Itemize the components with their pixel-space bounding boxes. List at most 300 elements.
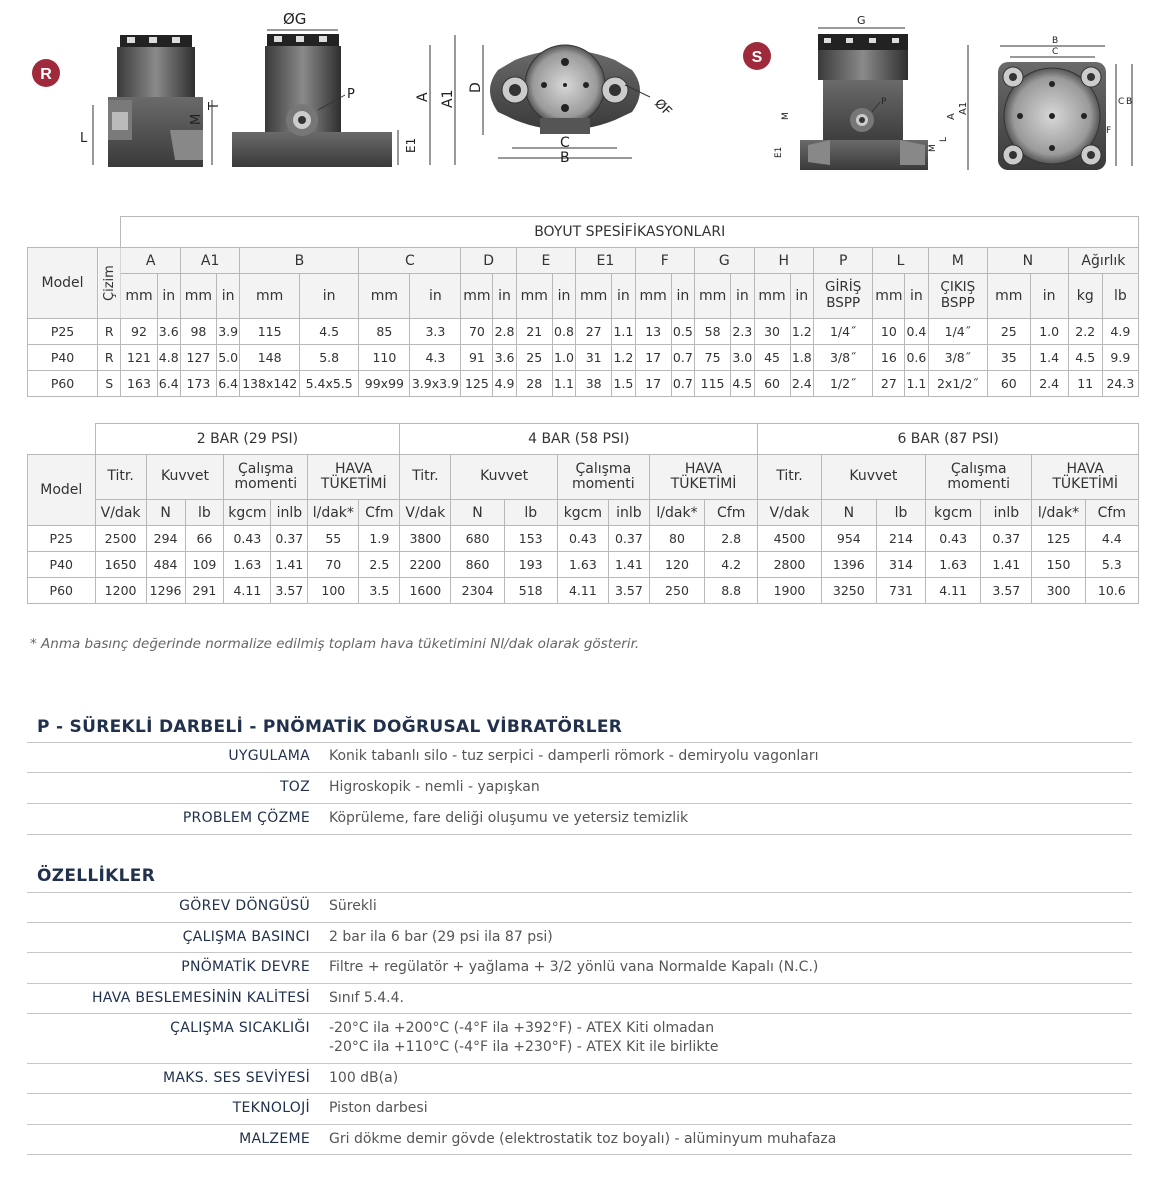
performance-unit-header: l/dak*	[649, 500, 704, 526]
performance-cell: 0.37	[608, 526, 649, 552]
performance-cell: 4.4	[1085, 526, 1138, 552]
performance-cell: 55	[308, 526, 359, 552]
performance-cell: 4.2	[705, 552, 758, 578]
performance-cell: 0.43	[926, 526, 981, 552]
dimension-cell: 3.0	[731, 345, 754, 371]
performance-cell: 1.63	[926, 552, 981, 578]
performance-cell: 250	[649, 578, 704, 604]
performance-unit-header: V/dak	[758, 500, 821, 526]
property-label: MAKS. SES SEVİYESİ	[163, 1069, 310, 1086]
dimension-unit-header: mm	[359, 274, 410, 319]
performance-cell: 70	[308, 552, 359, 578]
dimension-cell: 35	[988, 345, 1030, 371]
property-label: TOZ	[279, 779, 310, 795]
performance-cell: 3800	[400, 526, 451, 552]
dimension-header-row	[28, 248, 1139, 274]
dimension-cell: P40	[28, 345, 98, 371]
dimension-unit-header: in	[905, 274, 928, 319]
property-label: ÇALIŞMA SICAKLIĞI	[170, 1020, 310, 1036]
dimension-cell: 98	[180, 319, 216, 345]
property-value: Filtre + regülatör + yağlama + 3/2 yönlü vana Normalde Kapalı (N.C.)	[329, 959, 819, 975]
performance-cell: 4500	[758, 526, 821, 552]
svg-text:B: B	[1126, 97, 1133, 107]
dimension-cell: 2x1/2˝	[928, 371, 987, 397]
dimension-col-header: E	[516, 248, 575, 274]
dimension-cell: 6.4	[157, 371, 180, 397]
performance-cell: 4.11	[224, 578, 271, 604]
svg-text:G: G	[857, 14, 866, 27]
svg-text:L: L	[80, 131, 88, 146]
dimension-table	[27, 216, 1139, 397]
performance-cell: 1600	[400, 578, 451, 604]
dimension-unit-header: ÇIKIŞ BSPP	[928, 274, 987, 319]
performance-cell: 4.11	[557, 578, 608, 604]
svg-text:B: B	[560, 150, 570, 166]
performance-cell: 4.11	[926, 578, 981, 604]
blank-cell	[28, 424, 96, 455]
dimension-cell: 1.5	[612, 371, 635, 397]
performance-unit-header: kgcm	[926, 500, 981, 526]
svg-text:A1: A1	[440, 89, 456, 108]
dimension-cell: 4.5	[299, 319, 358, 345]
property-value: Konik tabanlı silo - tuz serpici - damperli römork - demiryolu vagonları	[329, 748, 819, 764]
performance-cell: 214	[876, 526, 925, 552]
performance-cell: 100	[308, 578, 359, 604]
drawing-r-top-view	[468, 45, 674, 166]
performance-cell: 0.37	[271, 526, 308, 552]
performance-unit-header: inlb	[608, 500, 649, 526]
performance-unit-header: inlb	[271, 500, 308, 526]
dimension-data-row	[28, 345, 1139, 371]
svg-text:C: C	[560, 135, 570, 151]
performance-cell: 3250	[821, 578, 876, 604]
performance-unit-header: V/dak	[95, 500, 146, 526]
dimension-unit-header: in	[790, 274, 813, 319]
performance-subheader: Çalışma momenti	[224, 455, 308, 500]
dimension-cell: 6.4	[216, 371, 239, 397]
dimension-cell: 25	[516, 345, 552, 371]
dimension-cell: 4.9	[493, 371, 516, 397]
property-row	[27, 1125, 1132, 1156]
dimension-data-row	[28, 319, 1139, 345]
dimension-cell: 1.8	[790, 345, 813, 371]
dimension-unit-header: mm	[461, 274, 493, 319]
dimension-cell: 1.0	[552, 345, 575, 371]
dimension-col-header: E1	[576, 248, 635, 274]
dimension-unit-header: in	[1030, 274, 1068, 319]
cizim-header: Çizim	[98, 248, 121, 319]
performance-cell: 1900	[758, 578, 821, 604]
dimension-unit-header: in	[552, 274, 575, 319]
svg-text:A: A	[415, 92, 431, 102]
performance-subheader: Titr.	[400, 455, 451, 500]
property-row	[27, 953, 1132, 984]
dimension-cell: 115	[695, 371, 731, 397]
section-title-features: ÖZELLİKLER	[37, 866, 156, 886]
dimension-cell: 3.9	[216, 319, 239, 345]
dimension-unit-header: mm	[576, 274, 612, 319]
dimension-cell: 3.6	[157, 319, 180, 345]
dimension-unit-header: GİRİŞ BSPP	[813, 274, 872, 319]
property-label: HAVA BESLEMESİNİN KALİTESİ	[91, 989, 310, 1006]
svg-text:R: R	[40, 66, 52, 83]
performance-cell: 2500	[95, 526, 146, 552]
dimension-unit-header: kg	[1068, 274, 1102, 319]
performance-cell: 2304	[451, 578, 504, 604]
svg-text:ØF: ØF	[651, 96, 675, 120]
performance-cell: 680	[451, 526, 504, 552]
property-value: 100 dB(a)	[329, 1069, 399, 1086]
dimension-col-header: N	[988, 248, 1069, 274]
performance-cell: 1.41	[981, 552, 1032, 578]
dimension-cell: 2.4	[790, 371, 813, 397]
dimension-cell: R	[98, 345, 121, 371]
svg-text:P: P	[881, 97, 887, 107]
performance-cell: 1200	[95, 578, 146, 604]
dimension-cell: 125	[461, 371, 493, 397]
dimension-cell: 17	[635, 371, 671, 397]
dimension-cell: 38	[576, 371, 612, 397]
dimension-unit-header: in	[157, 274, 180, 319]
technical-drawings	[0, 0, 1168, 205]
dimension-unit-header: mm	[516, 274, 552, 319]
dimension-units-row	[28, 274, 1139, 319]
dimension-cell: 60	[988, 371, 1030, 397]
performance-cell: 120	[649, 552, 704, 578]
performance-subheader: Kuvvet	[821, 455, 925, 500]
property-row	[27, 1014, 1132, 1064]
dimension-unit-header: in	[612, 274, 635, 319]
dimension-col-header: D	[461, 248, 516, 274]
performance-cell: 1.63	[557, 552, 608, 578]
dimension-unit-header: in	[410, 274, 461, 319]
property-value: Higroskopik - nemli - yapışkan	[329, 779, 540, 795]
dimension-cell: 24.3	[1102, 371, 1138, 397]
performance-unit-header: lb	[504, 500, 557, 526]
dimension-cell: 4.8	[157, 345, 180, 371]
dimension-col-header: H	[754, 248, 813, 274]
property-row	[27, 1064, 1132, 1095]
dimension-table-title: BOYUT SPESİFİKASYONLARI	[121, 217, 1139, 248]
dimension-cell: S	[98, 371, 121, 397]
dimension-cell: 121	[121, 345, 157, 371]
performance-cell: 300	[1032, 578, 1085, 604]
dimension-col-header: B	[240, 248, 359, 274]
dimension-cell: 28	[516, 371, 552, 397]
performance-cell: 1.63	[224, 552, 271, 578]
dimension-cell: 25	[988, 319, 1030, 345]
dimension-cell: 138x142	[240, 371, 300, 397]
performance-cell: 3.57	[271, 578, 308, 604]
dimension-cell: 70	[461, 319, 493, 345]
performance-subheader: Kuvvet	[146, 455, 224, 500]
dimension-cell: 27	[873, 371, 905, 397]
model-header: Model	[28, 455, 96, 526]
svg-text:L: L	[939, 136, 949, 142]
property-label: MALZEME	[239, 1130, 310, 1147]
dimension-cell: 1.4	[1030, 345, 1068, 371]
performance-cell: 153	[504, 526, 557, 552]
dimension-unit-header: mm	[240, 274, 300, 319]
performance-unit-header: inlb	[981, 500, 1032, 526]
property-value: 2 bar ila 6 bar (29 psi ila 87 psi)	[329, 928, 553, 945]
svg-text:F: F	[1106, 126, 1112, 136]
property-value-line2: -20°C ila +110°C (-4°F ila +230°F) - ATEX Kit ile birlikte	[329, 1039, 719, 1055]
performance-data-row	[28, 526, 1139, 552]
property-value: Köprüleme, fare deliği oluşumu ve yetersiz temizlik	[329, 810, 689, 826]
drawing-r-front-view	[232, 10, 456, 167]
dimension-unit-header: in	[216, 274, 239, 319]
property-value: -20°C ila +200°C (-4°F ila +392°F) - ATEX Kiti olmadan	[329, 1020, 715, 1036]
performance-unit-header: lb	[185, 500, 224, 526]
dimension-cell: P25	[28, 319, 98, 345]
performance-cell: 3.57	[981, 578, 1032, 604]
performance-unit-header: N	[821, 500, 876, 526]
dimension-cell: 1.2	[612, 345, 635, 371]
dimension-cell: 148	[240, 345, 300, 371]
performance-cell: 1.9	[359, 526, 400, 552]
performance-cell: 2.5	[359, 552, 400, 578]
property-label: PNÖMATİK DEVRE	[181, 959, 310, 975]
dimension-cell: 2.3	[731, 319, 754, 345]
dimension-unit-header: mm	[754, 274, 790, 319]
performance-cell: 10.6	[1085, 578, 1138, 604]
dimension-cell: 1/4˝	[928, 319, 987, 345]
dimension-cell: 0.6	[905, 345, 928, 371]
performance-subheader: Titr.	[95, 455, 146, 500]
dimension-cell: 75	[695, 345, 731, 371]
dimension-cell: 0.5	[671, 319, 694, 345]
dimension-cell: 4.3	[410, 345, 461, 371]
property-row	[27, 773, 1132, 804]
dimension-cell: 91	[461, 345, 493, 371]
performance-cell: 8.8	[705, 578, 758, 604]
dimension-cell: 2.8	[493, 319, 516, 345]
performance-unit-header: V/dak	[400, 500, 451, 526]
pressure-group-header: 4 BAR (58 PSI)	[400, 424, 758, 455]
property-row	[27, 984, 1132, 1015]
dimension-cell: 5.4x5.5	[299, 371, 358, 397]
dimension-cell: 1.1	[612, 319, 635, 345]
section-title-p-vibrators: P - SÜREKLİ DARBELİ - PNÖMATİK DOĞRUSAL VİBRATÖRLER	[37, 717, 623, 737]
performance-cell: 860	[451, 552, 504, 578]
svg-text:B: B	[1052, 36, 1059, 46]
dimension-cell: 30	[754, 319, 790, 345]
property-label: ÇALIŞMA BASINCI	[182, 928, 310, 945]
svg-text:C: C	[1118, 97, 1125, 107]
performance-unit-header: Cfm	[359, 500, 400, 526]
dimension-unit-header: in	[493, 274, 516, 319]
performance-subheader: HAVA TÜKETİMİ	[308, 455, 400, 500]
performance-subheader: HAVA TÜKETİMİ	[1032, 455, 1139, 500]
dimension-cell: P60	[28, 371, 98, 397]
property-label: TEKNOLOJİ	[232, 1100, 310, 1116]
property-row	[27, 923, 1132, 954]
blank-cell	[28, 217, 121, 248]
property-label: UYGULAMA	[228, 748, 310, 764]
property-value: Piston darbesi	[329, 1100, 428, 1116]
dimension-cell: 0.7	[671, 371, 694, 397]
dimension-cell: 115	[240, 319, 300, 345]
performance-unit-header: kgcm	[557, 500, 608, 526]
svg-text:A: A	[946, 113, 957, 120]
svg-text:P: P	[347, 87, 355, 102]
dimension-data-row	[28, 371, 1139, 397]
property-value: Sınıf 5.4.4.	[329, 989, 404, 1006]
dimension-unit-header: mm	[180, 274, 216, 319]
performance-cell: 0.37	[981, 526, 1032, 552]
drawing-s-badge	[743, 42, 771, 70]
performance-table	[27, 423, 1139, 604]
dimension-col-header: M	[928, 248, 987, 274]
dimension-cell: 1/2˝	[813, 371, 872, 397]
dimension-cell: 92	[121, 319, 157, 345]
dimension-cell: 58	[695, 319, 731, 345]
performance-unit-header: Cfm	[1085, 500, 1138, 526]
performance-unit-header: Cfm	[705, 500, 758, 526]
dimension-cell: 27	[576, 319, 612, 345]
dimension-unit-header: mm	[121, 274, 157, 319]
drawing-r-badge	[32, 59, 60, 87]
dimension-cell: 0.7	[671, 345, 694, 371]
drawing-s-front-view	[774, 14, 969, 170]
property-row	[27, 804, 1132, 835]
svg-text:M: M	[928, 144, 938, 152]
performance-cell: 3.5	[359, 578, 400, 604]
dimension-cell: 10	[873, 319, 905, 345]
dimension-cell: 60	[754, 371, 790, 397]
performance-cell: 193	[504, 552, 557, 578]
performance-subheader: HAVA TÜKETİMİ	[649, 455, 757, 500]
performance-cell: 1.41	[608, 552, 649, 578]
performance-cell: 518	[504, 578, 557, 604]
dimension-unit-header: mm	[635, 274, 671, 319]
dimension-cell: 1.0	[1030, 319, 1068, 345]
performance-unit-header: N	[146, 500, 185, 526]
performance-cell: P40	[28, 552, 96, 578]
performance-cell: P60	[28, 578, 96, 604]
dimension-col-header: G	[695, 248, 754, 274]
dimension-cell: 1.2	[790, 319, 813, 345]
dimension-col-header: C	[359, 248, 461, 274]
dimension-cell: 0.4	[905, 319, 928, 345]
property-value: Gri dökme demir gövde (elektrostatik toz boyalı) - alüminyum muhafaza	[329, 1130, 837, 1147]
performance-data-row	[28, 578, 1139, 604]
dimension-cell: 2.4	[1030, 371, 1068, 397]
dimension-cell: 99x99	[359, 371, 410, 397]
property-row	[27, 892, 1132, 923]
dimension-cell: 3/8˝	[928, 345, 987, 371]
dimension-cell: 127	[180, 345, 216, 371]
dimension-cell: R	[98, 319, 121, 345]
model-header: Model	[28, 248, 98, 319]
dimension-cell: 4.5	[1068, 345, 1102, 371]
dimension-col-header: F	[635, 248, 694, 274]
dimension-col-header: P	[813, 248, 872, 274]
dimension-title-row	[28, 217, 1139, 248]
performance-cell: 1296	[146, 578, 185, 604]
pressure-group-header: 2 BAR (29 PSI)	[95, 424, 400, 455]
svg-text:E1: E1	[404, 137, 418, 153]
performance-cell: 150	[1032, 552, 1085, 578]
svg-text:D: D	[468, 82, 484, 93]
dimension-cell: 0.8	[552, 319, 575, 345]
svg-text:S: S	[751, 49, 763, 66]
dimension-cell: 4.5	[731, 371, 754, 397]
performance-cell: 80	[649, 526, 704, 552]
performance-cell: 954	[821, 526, 876, 552]
dimension-cell: 3.9x3.9	[410, 371, 461, 397]
dimension-cell: 5.0	[216, 345, 239, 371]
performance-cell: 125	[1032, 526, 1085, 552]
dimension-unit-header: mm	[873, 274, 905, 319]
dimension-cell: 31	[576, 345, 612, 371]
property-row	[27, 1094, 1132, 1125]
performance-unit-header: l/dak*	[1032, 500, 1085, 526]
property-row	[27, 742, 1132, 773]
performance-cell: 1.41	[271, 552, 308, 578]
dimension-cell: 5.8	[299, 345, 358, 371]
dimension-cell: 21	[516, 319, 552, 345]
performance-group-row	[28, 424, 1139, 455]
performance-cell: 0.43	[557, 526, 608, 552]
dimension-cell: 16	[873, 345, 905, 371]
performance-unit-header: l/dak*	[308, 500, 359, 526]
dimension-cell: 110	[359, 345, 410, 371]
performance-cell: 314	[876, 552, 925, 578]
svg-text:C: C	[1052, 47, 1059, 57]
dimension-cell: 163	[121, 371, 157, 397]
performance-cell: 66	[185, 526, 224, 552]
performance-cell: 1396	[821, 552, 876, 578]
dimension-cell: 3.3	[410, 319, 461, 345]
dimension-col-header: A1	[180, 248, 239, 274]
dimension-unit-header: in	[731, 274, 754, 319]
dimension-unit-header: lb	[1102, 274, 1138, 319]
performance-unit-header: N	[451, 500, 504, 526]
svg-text:ØG: ØG	[283, 10, 307, 28]
performance-subheader: Çalışma momenti	[926, 455, 1032, 500]
property-label: GÖREV DÖNGÜSÜ	[179, 898, 310, 914]
performance-cell: 3.57	[608, 578, 649, 604]
dimension-cell: 45	[754, 345, 790, 371]
performance-cell: 2800	[758, 552, 821, 578]
performance-cell: 109	[185, 552, 224, 578]
performance-cell: 5.3	[1085, 552, 1138, 578]
dimension-cell: 9.9	[1102, 345, 1138, 371]
dimension-unit-header: mm	[695, 274, 731, 319]
pressure-group-header: 6 BAR (87 PSI)	[758, 424, 1139, 455]
dimension-cell: 173	[180, 371, 216, 397]
performance-subheader: Kuvvet	[451, 455, 557, 500]
dimension-cell: 1/4˝	[813, 319, 872, 345]
dimension-col-header: A	[121, 248, 180, 274]
performance-subheader-row	[28, 455, 1139, 500]
dimension-col-header: Ağırlık	[1068, 248, 1138, 274]
dimension-cell: 17	[635, 345, 671, 371]
dimension-cell: 1.1	[552, 371, 575, 397]
dimension-col-header: L	[873, 248, 928, 274]
footnote: * Anma basınç değerinde normalize edilmiş toplam hava tüketimini Nl/dak olarak gösterir.	[30, 636, 640, 652]
dimension-cell: 3.6	[493, 345, 516, 371]
dimension-cell: 4.9	[1102, 319, 1138, 345]
performance-cell: 291	[185, 578, 224, 604]
dimension-unit-header: in	[671, 274, 694, 319]
drawing-s-top-view	[998, 36, 1132, 170]
performance-subheader: Titr.	[758, 455, 821, 500]
performance-units-row	[28, 500, 1139, 526]
dimension-cell: 2.2	[1068, 319, 1102, 345]
